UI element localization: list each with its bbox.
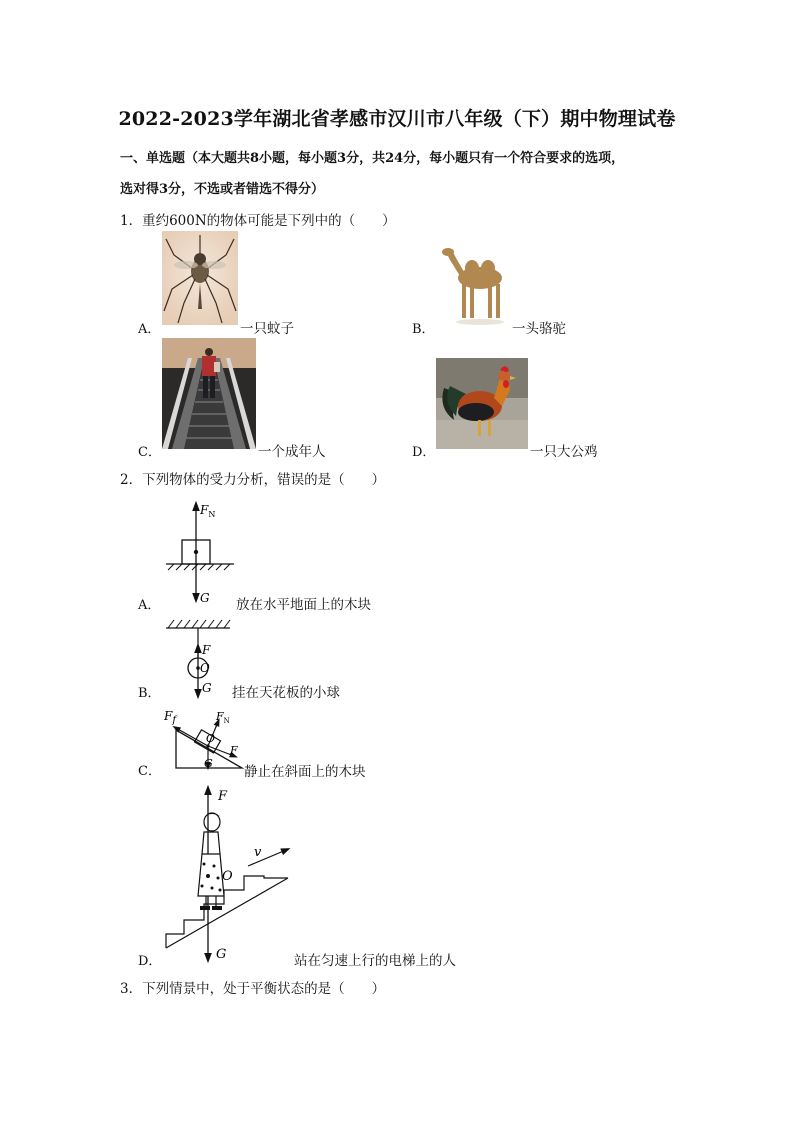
hanging-ball-diagram [160, 614, 240, 700]
question-2-stem: 2．下列物体的受力分析，错误的是（ ） [120, 472, 386, 488]
q1-option-c-letter: C． [138, 445, 161, 460]
label-f: F [202, 643, 211, 657]
q2-option-d-letter: D． [138, 954, 162, 969]
camel-photo [436, 244, 510, 326]
section-heading-line2: 选对得3分，不选或者错选不得分） [120, 182, 325, 197]
q2-option-a-text: 放在水平地面上的木块 [236, 597, 371, 613]
page-title: 2022-2023学年湖北省孝感市汉川市八年级（下）期中物理试卷 [118, 108, 676, 130]
incline-block-diagram [160, 704, 246, 776]
label-fn: $F_N$ [216, 710, 230, 725]
mosquito-photo [162, 231, 238, 325]
label-fn: $F_N$ [200, 503, 216, 519]
q2-option-b-text: 挂在天花板的小球 [232, 685, 340, 701]
label-g: G [216, 947, 227, 962]
q1-option-c-text: 一个成年人 [258, 444, 326, 460]
q1-option-a-text: 一只蚊子 [240, 321, 294, 337]
q2-option-a-letter: A． [138, 598, 161, 613]
rooster-photo [436, 358, 528, 449]
q2-option-c-letter: C． [138, 764, 161, 779]
q1-option-b-text: 一头骆驼 [512, 321, 566, 337]
label-o: O [200, 661, 210, 675]
label-ff: $F_f$ [164, 709, 177, 726]
section-heading-line1: 一、单选题（本大题共8小题，每小题3分，共24分，每小题只有一个符合要求的选项， [120, 151, 625, 166]
q2-option-b-letter: B． [138, 686, 161, 701]
label-g: G [204, 757, 213, 770]
q1-option-d-text: 一只大公鸡 [530, 444, 598, 460]
q2-option-d-text: 站在匀速上行的电梯上的人 [294, 953, 456, 969]
label-g: G [200, 591, 210, 605]
person-escalator-photo [162, 338, 256, 449]
q1-option-d-letter: D． [412, 445, 436, 460]
q1-option-a-letter: A． [138, 322, 161, 337]
question-3-stem: 3．下列情景中，处于平衡状态的是（ ） [120, 981, 386, 997]
escalator-person-diagram [160, 784, 296, 964]
q1-option-b-letter: B． [412, 322, 435, 337]
q2-option-c-text: 静止在斜面上的木块 [244, 764, 366, 780]
label-o: O [222, 869, 233, 884]
block-on-ground-diagram [160, 498, 240, 608]
question-1-stem: 1．重约600N的物体可能是下列中的（ ） [120, 213, 396, 229]
label-g: G [202, 681, 212, 695]
label-v: v [254, 845, 262, 860]
label-f: F [230, 744, 238, 757]
label-f: F [218, 789, 228, 804]
label-o: O [206, 732, 216, 745]
